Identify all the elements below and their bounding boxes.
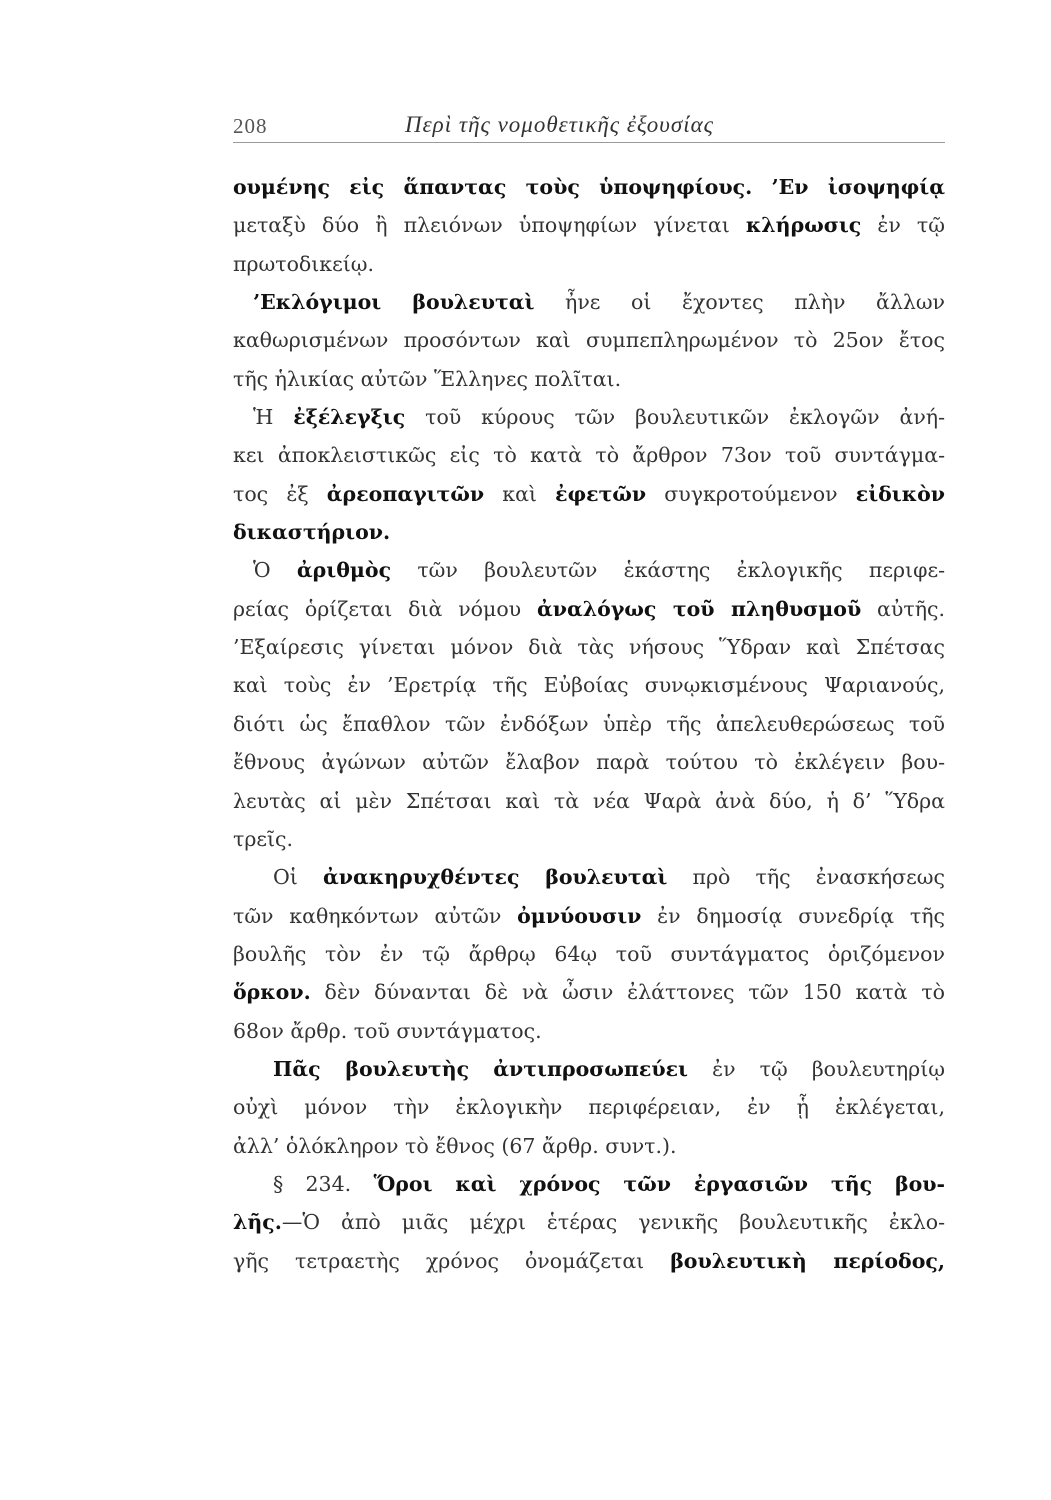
bold-term: ἀνακηρυχθέντες βουλευταὶ xyxy=(323,865,668,890)
bold-term: ουμένης εἰς ἅπαντας τοὺς ὑποψηφίους. ’Εν ἰσοψηφίᾳ xyxy=(233,175,945,199)
text-line xyxy=(233,283,945,321)
text-run: ἐν τῷ βουλευτηρίῳ xyxy=(687,1056,945,1081)
text-line xyxy=(233,436,945,474)
text-line xyxy=(233,206,945,244)
text-run: αὐτῆς. xyxy=(861,596,945,621)
text-run: κει ἀποκλειστικῶς εἰς τὸ κατὰ τὸ ἄρθρον 73ον τοῦ συντάγμα- xyxy=(233,443,945,468)
text-run: συγκροτούμενον xyxy=(646,481,856,506)
text-run: τρεῖς. xyxy=(233,826,294,851)
text-run: τῶν βουλευτῶν ἑκάστης ἐκλογικῆς περιφε- xyxy=(391,558,945,583)
text-run: καθωρισμένων προσόντων καὶ συμπεπληρωμένον τὸ 25ον ἔτος xyxy=(233,328,945,353)
text-run: πρὸ τῆς ἐνασκήσεως xyxy=(667,865,945,890)
text-line xyxy=(233,1012,945,1050)
bold-term: βουλευτικὴ περίοδος, xyxy=(670,1248,945,1273)
text-run: ἔθνους ἀγώνων αὐτῶν ἔλαβον παρὰ τούτου τὸ ἐκλέγειν βου- xyxy=(233,750,945,775)
bold-term: ὅρκον. xyxy=(233,980,311,1005)
bold-term: ἐξέλεγξις xyxy=(293,405,406,430)
text-line xyxy=(233,897,945,935)
text-run: διότι ὡς ἔπαθλον τῶν ἐνδόξων ὑπὲρ τῆς ἀπελευθερώσεως τοῦ xyxy=(233,711,945,736)
text-line xyxy=(233,513,945,551)
text-line xyxy=(233,705,945,743)
text-run: οὐχὶ μόνον τὴν ἐκλογικὴν περιφέρειαν, ἐν ᾗ ἐκλέγεται, xyxy=(233,1095,945,1120)
bold-term: λῆς. xyxy=(233,1210,282,1235)
bold-term: Ὅροι καὶ χρόνος τῶν ἐργασιῶν τῆς βου- xyxy=(373,1171,945,1196)
text-run: δὲν δύνανται δὲ νὰ ὦσιν ἐλάττονες τῶν 150 κατὰ τὸ xyxy=(310,980,945,1005)
text-line xyxy=(233,1165,945,1203)
text-run: ’Εξαίρεσις γίνεται μόνον διὰ τὰς νήσους Ὕδραν καὶ Σπέτσας xyxy=(233,635,945,660)
text-run: Ἡ xyxy=(253,405,294,430)
text-run: ρείας ὁρίζεται διὰ νόμου xyxy=(233,596,537,621)
bold-term: κλήρωσις xyxy=(745,213,862,238)
text-line xyxy=(233,321,945,359)
text-line xyxy=(233,360,945,398)
text-line xyxy=(233,551,945,589)
text-line xyxy=(233,1050,945,1088)
bold-term: ἀναλόγως τοῦ πληθυσμοῦ xyxy=(537,596,862,621)
text-line xyxy=(233,782,945,820)
page-number: 208 xyxy=(233,114,268,138)
text-run: τῆς ἡλικίας αὐτῶν Ἕλληνες πολῖται. xyxy=(233,366,622,391)
text-line xyxy=(233,973,945,1011)
text-run xyxy=(469,1057,493,1081)
text-run: καὶ xyxy=(484,481,556,506)
text-line xyxy=(233,743,945,781)
text-line xyxy=(233,475,945,513)
text-run: ἐν τῷ xyxy=(861,213,945,238)
text-run: ἐν δημοσίᾳ συνεδρίᾳ τῆς xyxy=(641,903,945,928)
text-run: τοῦ κύρους τῶν βουλευτικῶν ἐκλογῶν ἀνή- xyxy=(405,405,945,430)
bold-term: ἀριθμὸς xyxy=(296,558,392,583)
bold-term: ἀντιπροσωπεύει xyxy=(493,1056,688,1081)
text-line xyxy=(233,858,945,896)
text-run: λευτὰς αἱ μὲν Σπέτσαι καὶ τὰ νέα Ψαρὰ ἀνὰ δύο, ἡ δ’ Ὕδρα xyxy=(233,788,945,813)
text-line xyxy=(233,628,945,666)
text-run: ἦνε οἱ ἔχοντες πλὴν ἄλλων xyxy=(534,290,945,315)
bold-term: ἐφετῶν xyxy=(555,481,647,506)
text-line xyxy=(233,1088,945,1126)
text-run: —Ὁ ἀπὸ μιᾶς μέχρι ἑτέρας γενικῆς βουλευτικῆς ἐκλο- xyxy=(281,1210,945,1235)
text-line xyxy=(233,820,945,858)
text-line xyxy=(233,1242,945,1280)
text-line xyxy=(233,168,945,206)
bold-term: ἀρεοπαγιτῶν xyxy=(326,481,485,506)
text-run: 68ον ἄρθρ. τοῦ συντάγματος. xyxy=(233,1018,542,1043)
bold-term: εἰδικὸν xyxy=(855,481,945,506)
text-line xyxy=(233,935,945,973)
text-run: Ὁ xyxy=(253,558,297,583)
bold-term: δικαστήριον. xyxy=(233,520,391,545)
text-run: Οἱ xyxy=(273,865,324,890)
bold-term: ὀμνύουσιν xyxy=(517,903,642,928)
text-line xyxy=(233,1127,945,1165)
body-text xyxy=(233,168,945,1280)
text-run: βουλῆς τὸν ἐν τῷ ἄρθρῳ 64ῳ τοῦ συντάγματος ὁριζόμενον xyxy=(233,941,945,966)
text-run: § 234. xyxy=(273,1171,374,1196)
bold-term: Πᾶς βουλευτὴς xyxy=(273,1056,470,1081)
text-line xyxy=(233,1203,945,1241)
page-header xyxy=(233,112,945,143)
text-run: τῶν καθηκόντων αὐτῶν xyxy=(233,903,518,928)
text-run: πρωτοδικείῳ. xyxy=(233,251,375,276)
text-run: τος ἐξ xyxy=(233,481,327,506)
bold-term: ’Εκλόγιμοι βουλευταὶ xyxy=(253,290,535,315)
text-line xyxy=(233,666,945,704)
text-line xyxy=(233,398,945,436)
text-run: ἀλλ’ ὁλόκληρον τὸ ἔθνος (67 ἄρθρ. συντ.). xyxy=(233,1133,677,1158)
text-run: καὶ τοὺς ἐν ’Ερετρίᾳ τῆς Εὐβοίας συνῳκισμένους Ψαριανούς, xyxy=(233,673,945,698)
text-run: γῆς τετραετὴς χρόνος ὀνομάζεται xyxy=(233,1248,671,1273)
text-line xyxy=(233,245,945,283)
text-line xyxy=(233,590,945,628)
running-title: Περὶ τῆς νομοθετικῆς ἐξουσίας xyxy=(405,112,714,137)
text-run: μεταξὺ δύο ἢ πλειόνων ὑποψηφίων γίνεται xyxy=(233,213,746,238)
